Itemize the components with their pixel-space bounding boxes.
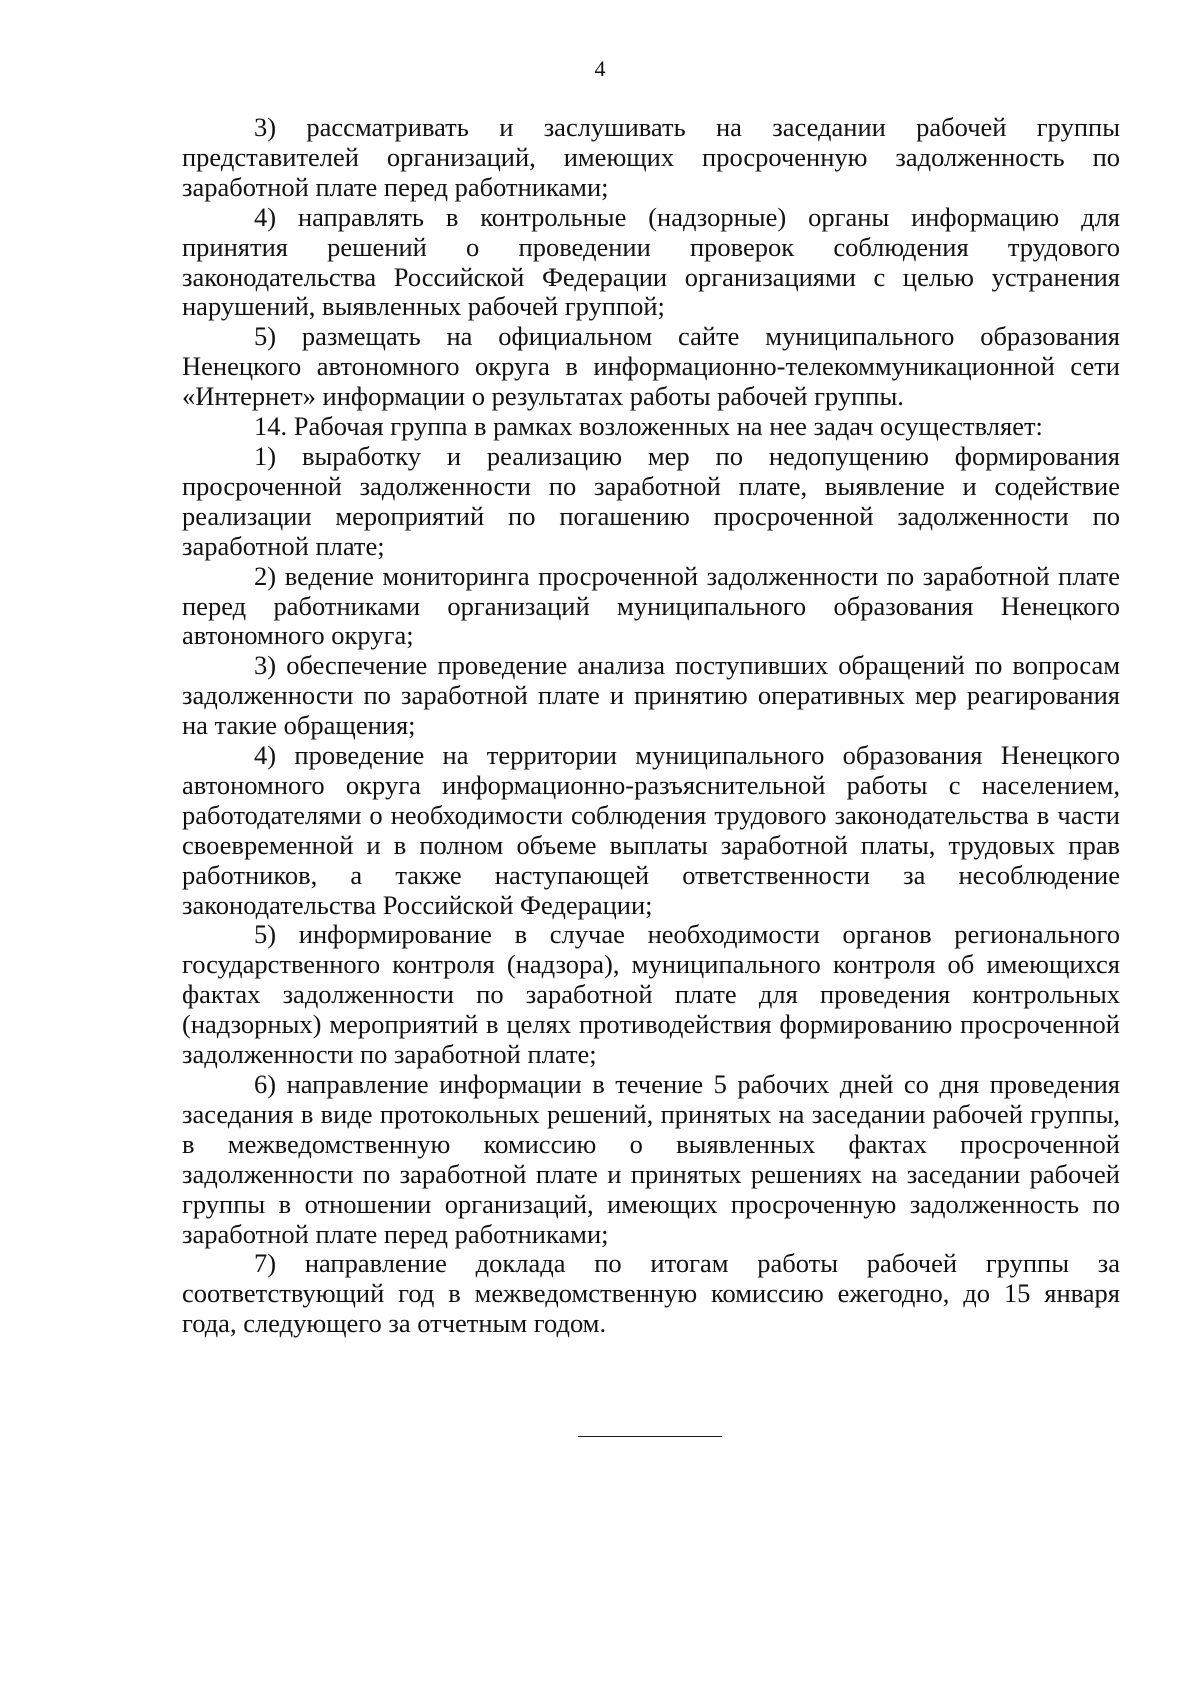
document-body — [182, 113, 1120, 1339]
paragraph-clause-14: 14. Рабочая группа в рамках возложенных на нее задач осуществляет: — [254, 411, 1043, 442]
paragraph-item-3: 3) рассматривать и заслушивать на заседании рабочей группы представителей организаций, имеющих просроченную задолженность по заработной плате перед работниками; — [182, 112, 1120, 202]
paragraph-subitem-3: 3) обеспечение проведение анализа поступивших обращений по вопросам задолженности по заработной плате и принятию оперативных мер реагирования на такие обращения; — [182, 650, 1120, 741]
paragraph-subitem-1: 1) выработку и реализацию мер по недопущению формирования просроченной задолженности по заработной плате, выявление и содействие реализации мероприятий по погашению просроченной задолженности по заработной плате; — [182, 440, 1120, 561]
end-of-document-rule — [578, 1436, 722, 1437]
paragraph-subitem-4: 4) проведение на территории муниципального образования Ненецкого автономного округа информационно-разъяснительной работы с населением, работодателями о необходимости соблюдения трудового законодательства в части своевременной и в полном объеме выплаты заработной платы, трудовых прав работников, а также наступающей ответственности за несоблюдение законодательства Российской Федерации; — [182, 740, 1120, 920]
page-number: 4 — [594, 56, 606, 81]
paragraph-subitem-7: 7) направление доклада по итогам работы рабочей группы за соответствующий год в межведомственную комиссию ежегодно, до 15 января года, следующего за отчетным годом. — [182, 1248, 1120, 1339]
paragraph-subitem-6: 6) направление информации в течение 5 рабочих дней со дня проведения заседания в виде протокольных решений, принятых на заседании рабочей группы, в межведомственную комиссию о выявленных фактах просроченной задолженности по заработной плате и принятых решениях на заседании рабочей группы в отношении организаций, имеющих просроченную задолженность по заработной плате перед работниками; — [182, 1069, 1120, 1249]
paragraph-subitem-2: 2) ведение мониторинга просроченной задолженности по заработной плате перед работниками организаций муниципального образования Ненецкого автономного округа; — [182, 560, 1120, 651]
paragraph-subitem-5: 5) информирование в случае необходимости органов регионального государственного контроля (надзора), муниципального контроля об имеющихся фактах задолженности по заработной плате для проведения контрольных (надзорных) мероприятий в целях противодействия формированию просроченной задолженности по заработной плате; — [182, 919, 1120, 1070]
paragraph-item-5: 5) размещать на официальном сайте муниципального образования Ненецкого автономного округа в информационно-телекоммуникационной сети «Интернет» информации о результатах работы рабочей группы. — [182, 321, 1120, 412]
paragraph-item-4: 4) направлять в контрольные (надзорные) органы информацию для принятия решений о проведении проверок соблюдения трудового законодательства Российской Федерации организациями с целью устранения нарушений, выявленных рабочей группой; — [182, 201, 1120, 322]
